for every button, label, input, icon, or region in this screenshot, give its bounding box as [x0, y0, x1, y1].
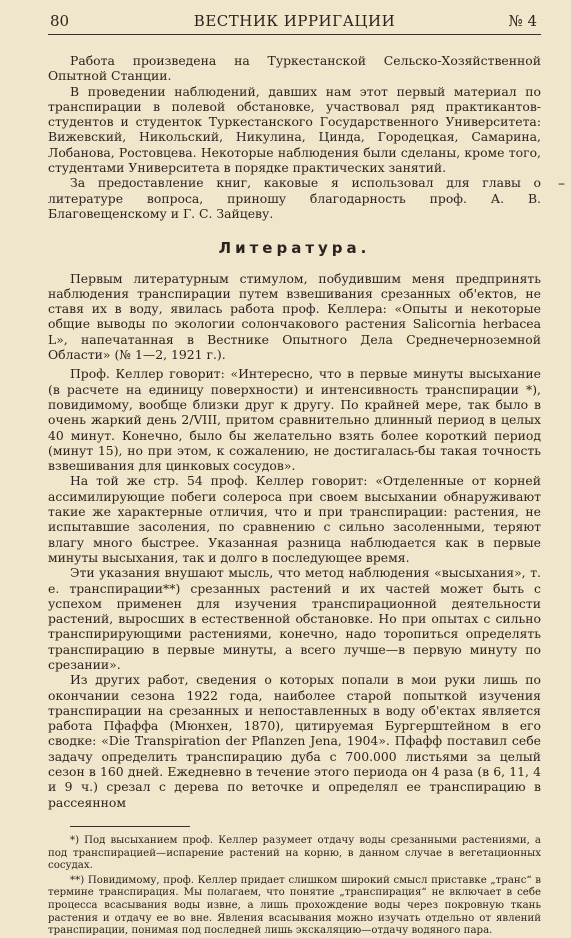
paragraph: В проведении наблюдений, давших нам этот первый материал по транспирации в полевой обстановке, участвовал ряд практикантов-студентов и студенток Туркестанского Государственного Университета: Вижевский, Никольский, Никулина, Цинда, Городецкая, Самарина, Лобанова, Ростовцева. Некоторые наблюдения были сделаны, кроме того, студентами Университета в порядке практических занятий. [48, 83, 541, 176]
issue-number: № 4 [508, 12, 537, 30]
footnotes [48, 835, 541, 938]
footnote-divider [70, 826, 190, 827]
journal-title: ВЕСТНИК ИРРИГАЦИИ [193, 12, 396, 30]
article-body [48, 53, 541, 810]
footnote: **) Повидимому, проф. Келлер придает слишком широкий смысл приставке „транс“ в термине транспирация. Мы полагаем, что понятие „транспирация“ не включает в себе процесса всасывания воды извне, а лишь прохождение воды через покровную ткань растения и отдачу ее во вне. Явления всасывания можно изучать отдельно от явлений транспирации, понимая под последней лишь экскаляцию—отдачу водяного пара. [48, 874, 541, 937]
paragraph: Проф. Келлер говорит: «Интересно, что в первые минуты высыхание (в расчете на единицу поверхности) и интенсивность транспирации *), повидимому, вообще близки друг к другу. По крайней мере, так было в очень жаркий день 2/VIII, притом сравнительно длинный период в целых 40 минут. Конечно, было бы желательно взять более короткий период (минут 15), но при этом, к сожалению, не достигалась-бы такая точность взвешивания для цинковых сосудов». [48, 366, 541, 474]
paragraph: Из других работ, сведения о которых попали в мои руки лишь по окончании сезона 1922 года, наиболее старой попыткой изучения транспирации на срезанных и непоставленных в воду об'ектах является работа Пфаффа (Мюнхен, 1870), цитируемая Бургерштейном в его сводке: «Die Transpiration der Pflanzen Jena, 1904». Пфафф поставил себе задачу определить транспирацию дуба с 700.000 листьями за целый сезон в 160 дней. Ежедневно в течение этого периода он 4 раза (в 6, 11, 4 и 9 ч.) срезал с дерева по веточке и определял ее транспирацию в рассеянном [48, 672, 541, 810]
section-heading: Литература. [218, 239, 371, 258]
paragraph: Первым литературным стимулом, побудившим меня предпринять наблюдения транспирации путем взвешивания срезанных об'ектов, не ставя их в воду, явилась работа проф. Келлера: «Опыты и некоторые общие выводы по экологии солончакового растения Salicornia herbacea L», напечатанная в Вестнике Опытного Дела Среднечерноземной Области» (№ 1—2, 1921 г.). [48, 270, 541, 363]
footnote: *) Под высыханием проф. Келлер разумеет отдачу воды срезанными растениями, а под транспирацией—испарение растений на корню, в данном случае в вегетационных сосудах. [48, 834, 541, 872]
page-number: 80 [50, 12, 70, 30]
paragraph: Работа произведена на Туркестанской Сельско-Хозяйственной Опытной Станции. [48, 53, 541, 84]
running-header [48, 10, 541, 35]
paragraph: На той же стр. 54 проф. Келлер говорит: «Отделенные от корней ассимилирующие побеги солероса при своем высыхании обнаруживают такие же характерные отличия, что и при транспирации: растения, не испытавшие засоления, по сравнению с сильно засоленными, теряют влагу много быстрее. Указанная разница наблюдается как в первые минуты высыхания, так и долго в последующее время. [48, 473, 541, 565]
paragraph: Эти указания внушают мысль, что метод наблюдения «высыхания», т. е. транспирации**) срезанных растений и их частей может быть с успехом применен для изучения транспирационной деятельности растений, выросших в естественной обстановке. Но при опытах с сильно транспирирующими растениями, конечно, надо торопиться определять транспирацию в первые минуты, а всего лучше—в первую минуту по срезании». [48, 565, 541, 672]
margin-mark: – [558, 176, 565, 192]
paragraph: За предоставление книг, каковые я использовал для главы о литературе вопроса, приношу благодарность проф. А. В. Благовещенскому и Г. С. Зайцеву. [48, 175, 541, 221]
